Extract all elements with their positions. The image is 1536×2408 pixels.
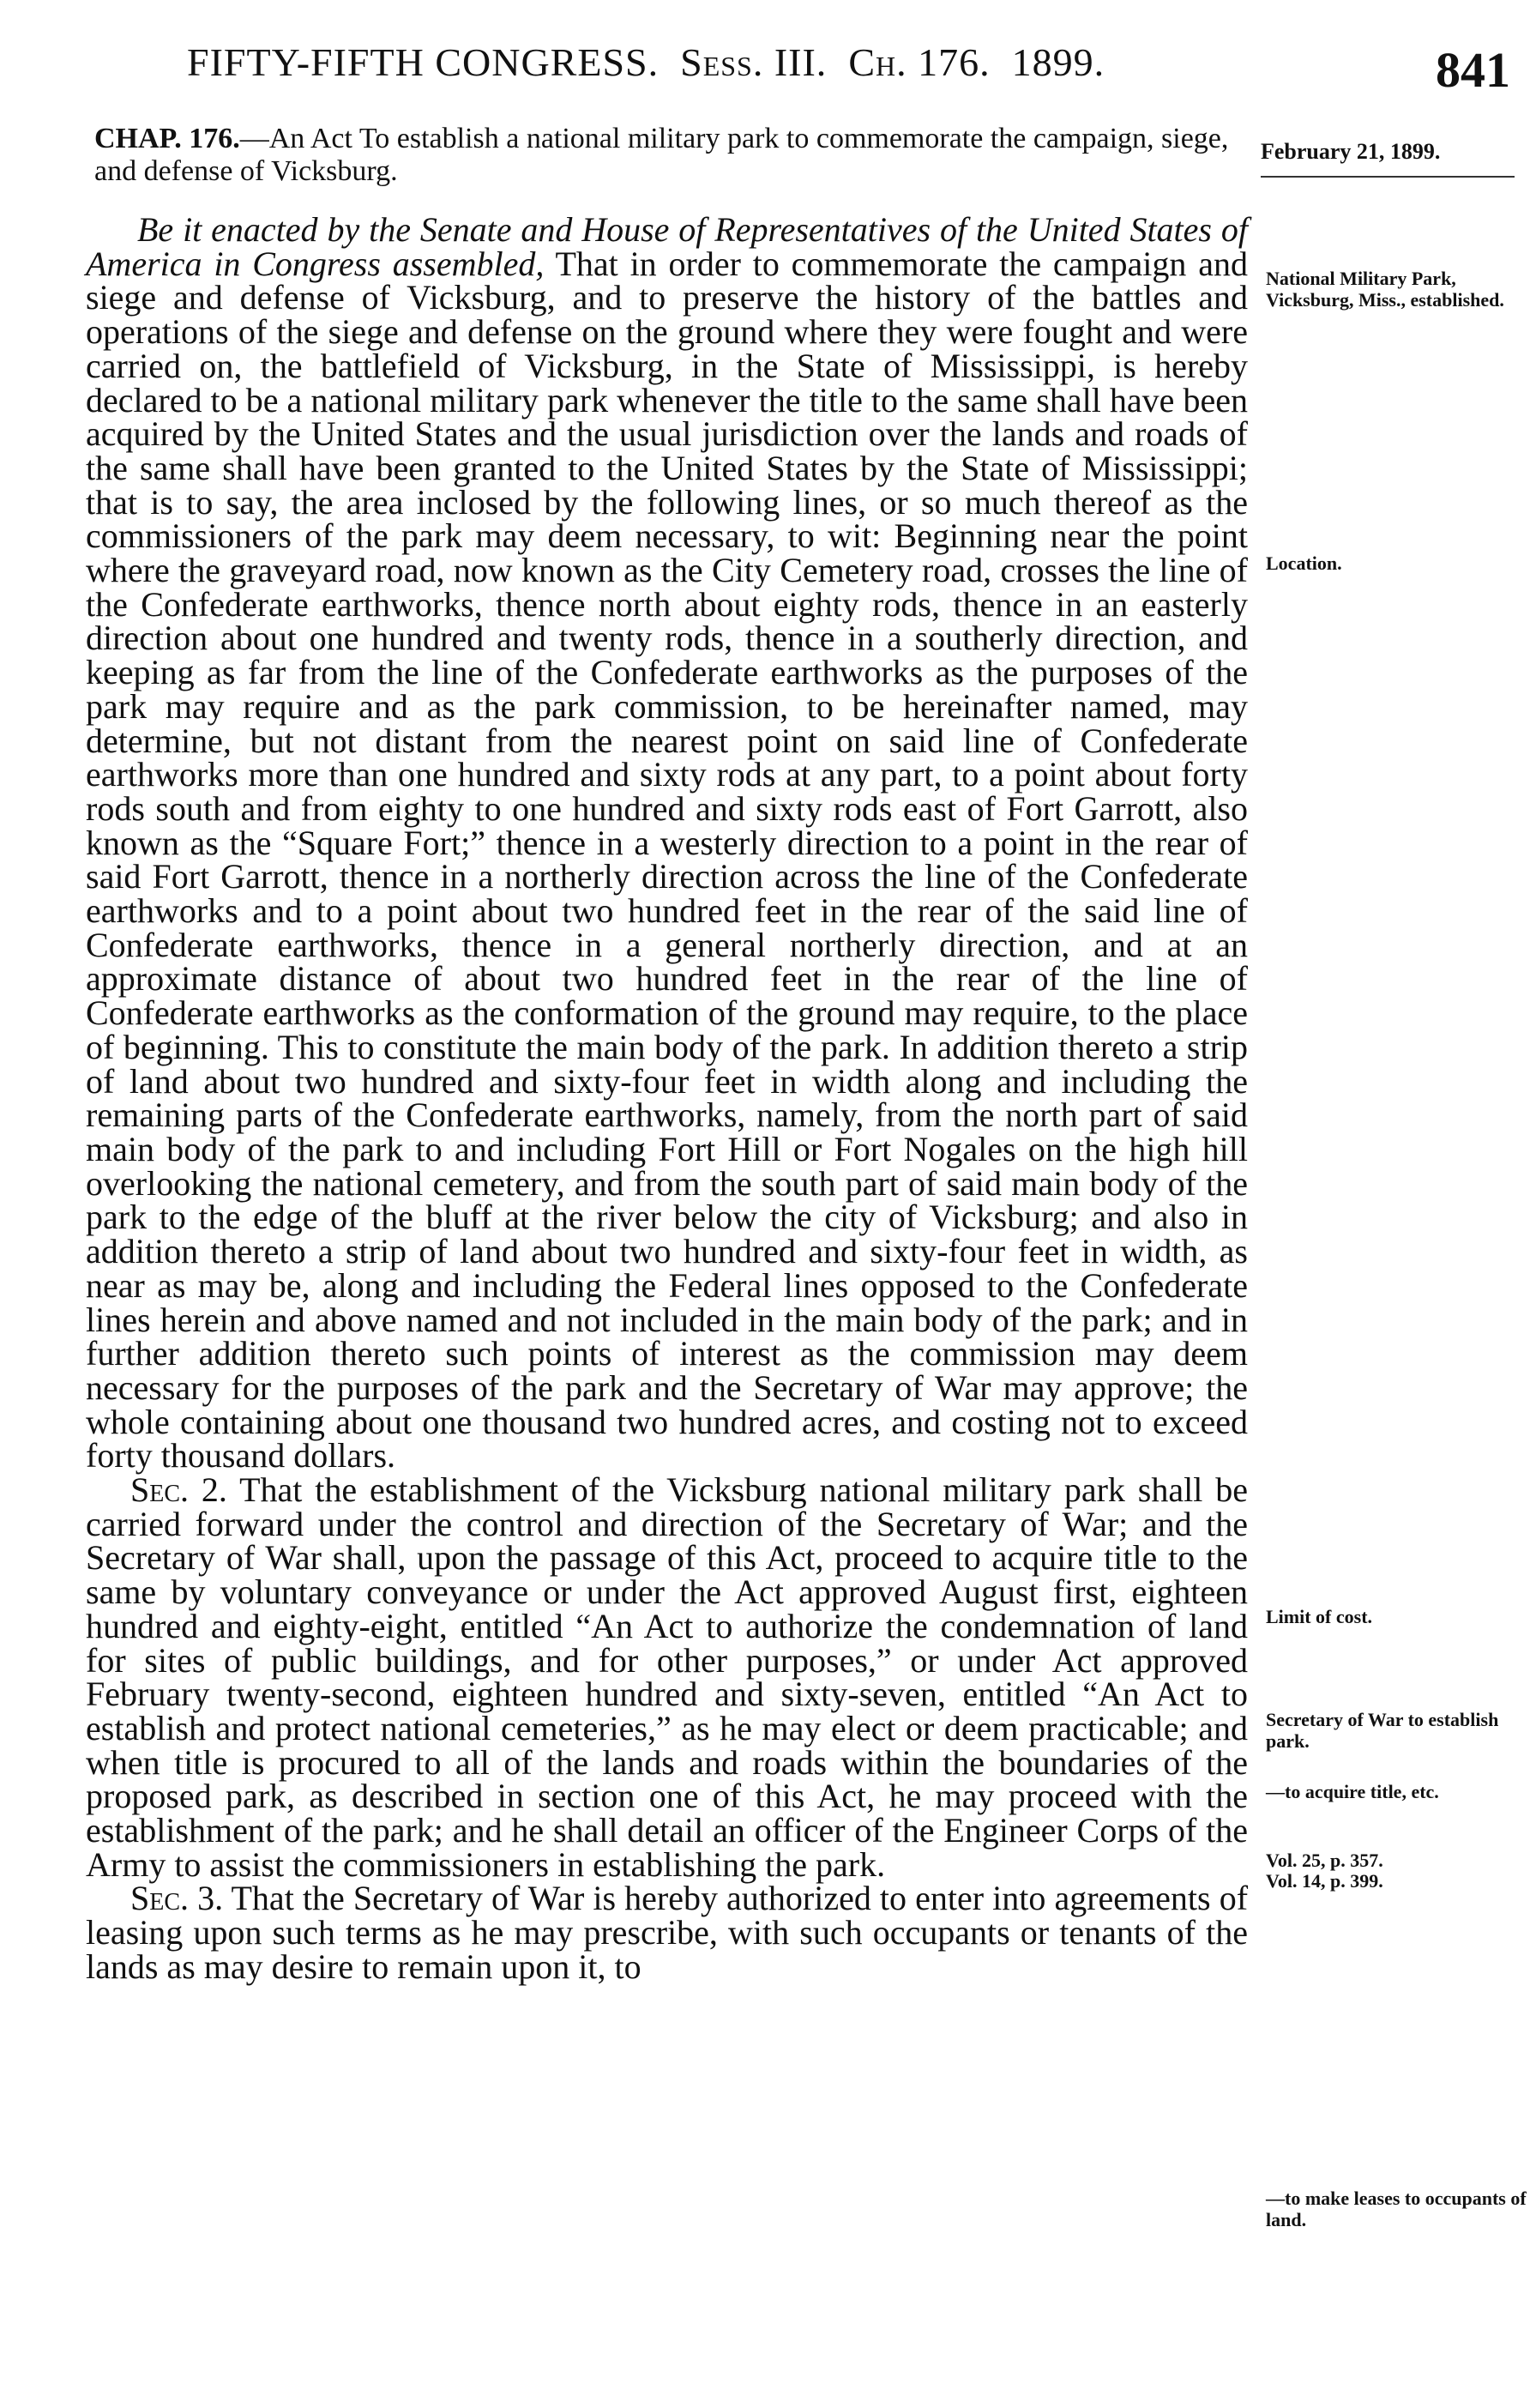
running-head-congress: FIFTY-FIFTH CONGRESS. <box>187 40 660 84</box>
running-head-session: Sess. III. <box>680 40 828 84</box>
running-head-chapter: Ch. 176. <box>848 40 991 84</box>
section-2-text: That the establishment of the Vicksburg national military park shall be carried forward under the control and direction of the Secretary of War; and the Secretary of War shall, upon the passage of this Act, proceed to acquire title to the same by voluntary conveyance or under the Act approved August first, eighteen hundred and eighty-eight, entitled “An Act to authorize the condemnation of land for sites of public buildings, and for other purposes,” or under Act approved February twenty-second, eighteen hundred and sixty-seven, entitled “An Act to establish and protect national cemeteries,” as he may elect or deem practicable; and when title is procured to all of the lands and roads within the boundaries of the proposed park, as described in section one of this Act, he may proceed with the establishment of the park; and he shall detail an officer of the Engineer Corps of the Army to assist the commissioners in establishing the park. <box>86 1470 1248 1884</box>
margin-note-limit-of-cost: Limit of cost. <box>1266 1606 1373 1627</box>
running-head-year: 1899. <box>1011 40 1105 84</box>
section-3-paragraph <box>86 1879 1249 1986</box>
act-body <box>86 210 1249 1986</box>
section-3-text: That the Secretary of War is hereby authorized to enter into agreements of leasing upon such terms as he may prescribe, with such occupants or tenants of the lands as may desire to remain upon it, to <box>86 1879 1249 1986</box>
section-3-label: Sec. 3. <box>130 1879 224 1918</box>
page-header <box>0 0 1536 112</box>
margin-note-vol-25: Vol. 25, p. 357. <box>1266 1850 1383 1871</box>
margin-note-acquire-title: —to acquire title, etc. <box>1266 1781 1439 1802</box>
margin-note-location: Location. <box>1266 552 1342 574</box>
chapter-title <box>94 123 1248 188</box>
margin-note-established: National Military Park, Vicksburg, Miss., established. <box>1266 268 1504 311</box>
section-1-paragraph <box>86 210 1248 1476</box>
section-2-paragraph <box>86 1470 1248 1884</box>
margin-note-secretary-of-war: Secretary of War to establish park. <box>1266 1709 1499 1752</box>
enacting-clause: Be it enacted by the Senate and House of Representatives of the United States of America in Congress assembled, <box>86 210 1248 283</box>
page-number: 841 <box>1436 42 1510 98</box>
margin-note-vol-14: Vol. 14, p. 399. <box>1266 1870 1383 1892</box>
margin-note-make-leases: —to make leases to occupants of land. <box>1266 2188 1527 2230</box>
chapter-label: CHAP. 176. <box>94 123 240 154</box>
running-head <box>187 39 1105 85</box>
enactment-date: February 21, 1899. <box>1261 139 1441 164</box>
section-1-text: That in order to commemorate the campaign and siege and defense of Vicksburg, and to preserve the history of the battles and operations of the siege and defense on the ground where they were fought and were carried on, the battlefield of Vicksburg, in the State of Mississippi, is hereby declared to be a national military park whenever the title to the same shall have been acquired by the United States and the usual jurisdiction over the lands and roads of the same shall have been granted to the United States by the State of Mississippi; that is to say, the area inclosed by the following lines, or so much thereof as the commissioners of the park may deem necessary, to wit: Beginning near the point where the graveyard road, now known as the City Cemetery road, crosses the line of the Confederate earthworks, thence north about eighty rods, thence in an easterly direction about one hundred and twenty rods, thence in a southerly direction, and keeping as far from the line of the Confederate earthworks as the purposes of the park may require and as the park commission, to be hereinafter named, may determine, but not distant from the nearest point on said line of Confederate earthworks more than one hundred and sixty rods at any part, to a point about forty rods south and from eighty to one hundred and sixty rods east of Fort Garrott, also known as the “Square Fort;” thence in a westerly direction to a point in the rear of said Fort Garrott, thence in a northerly direction across the line of the Confederate earthworks and to a point about two hundred feet in the rear of the said line of Confederate earthworks, thence in a general northerly direction, and at an approximate distance of about two hundred feet in the rear of the line of Confederate earthworks as the conformation of the ground may require, to the place of beginning. This to constitute the main body of the park. In addition thereto a strip of land about two hundred and sixty-four feet in width along and including the remaining parts of the Confederate earthworks, namely, from the north part of said main body of the park to and including Fort Hill or Fort Nogales on the high hill overlooking the national cemetery, and from the south part of said main body of the park to the edge of the bluff at the river below the city of Vicksburg; and also in addition thereto a strip of land about two hundred and sixty-four feet in width, as near as may be, along and including the Federal lines opposed to the Confederate lines herein and above named and not included in the main body of the park; and in further addition thereto such points of interest as the commission may deem necessary for the purposes of the park and the Secretary of War may approve; the whole containing about one thousand two hundred acres, and costing not to exceed forty thousand dollars. <box>86 244 1248 1476</box>
section-2-label: Sec. 2. <box>130 1470 227 1510</box>
chapter-act-title: —An Act To establish a national military park to commemorate the campaign, siege, and defense of Vicksburg. <box>94 123 1229 187</box>
date-rule <box>1261 176 1515 178</box>
